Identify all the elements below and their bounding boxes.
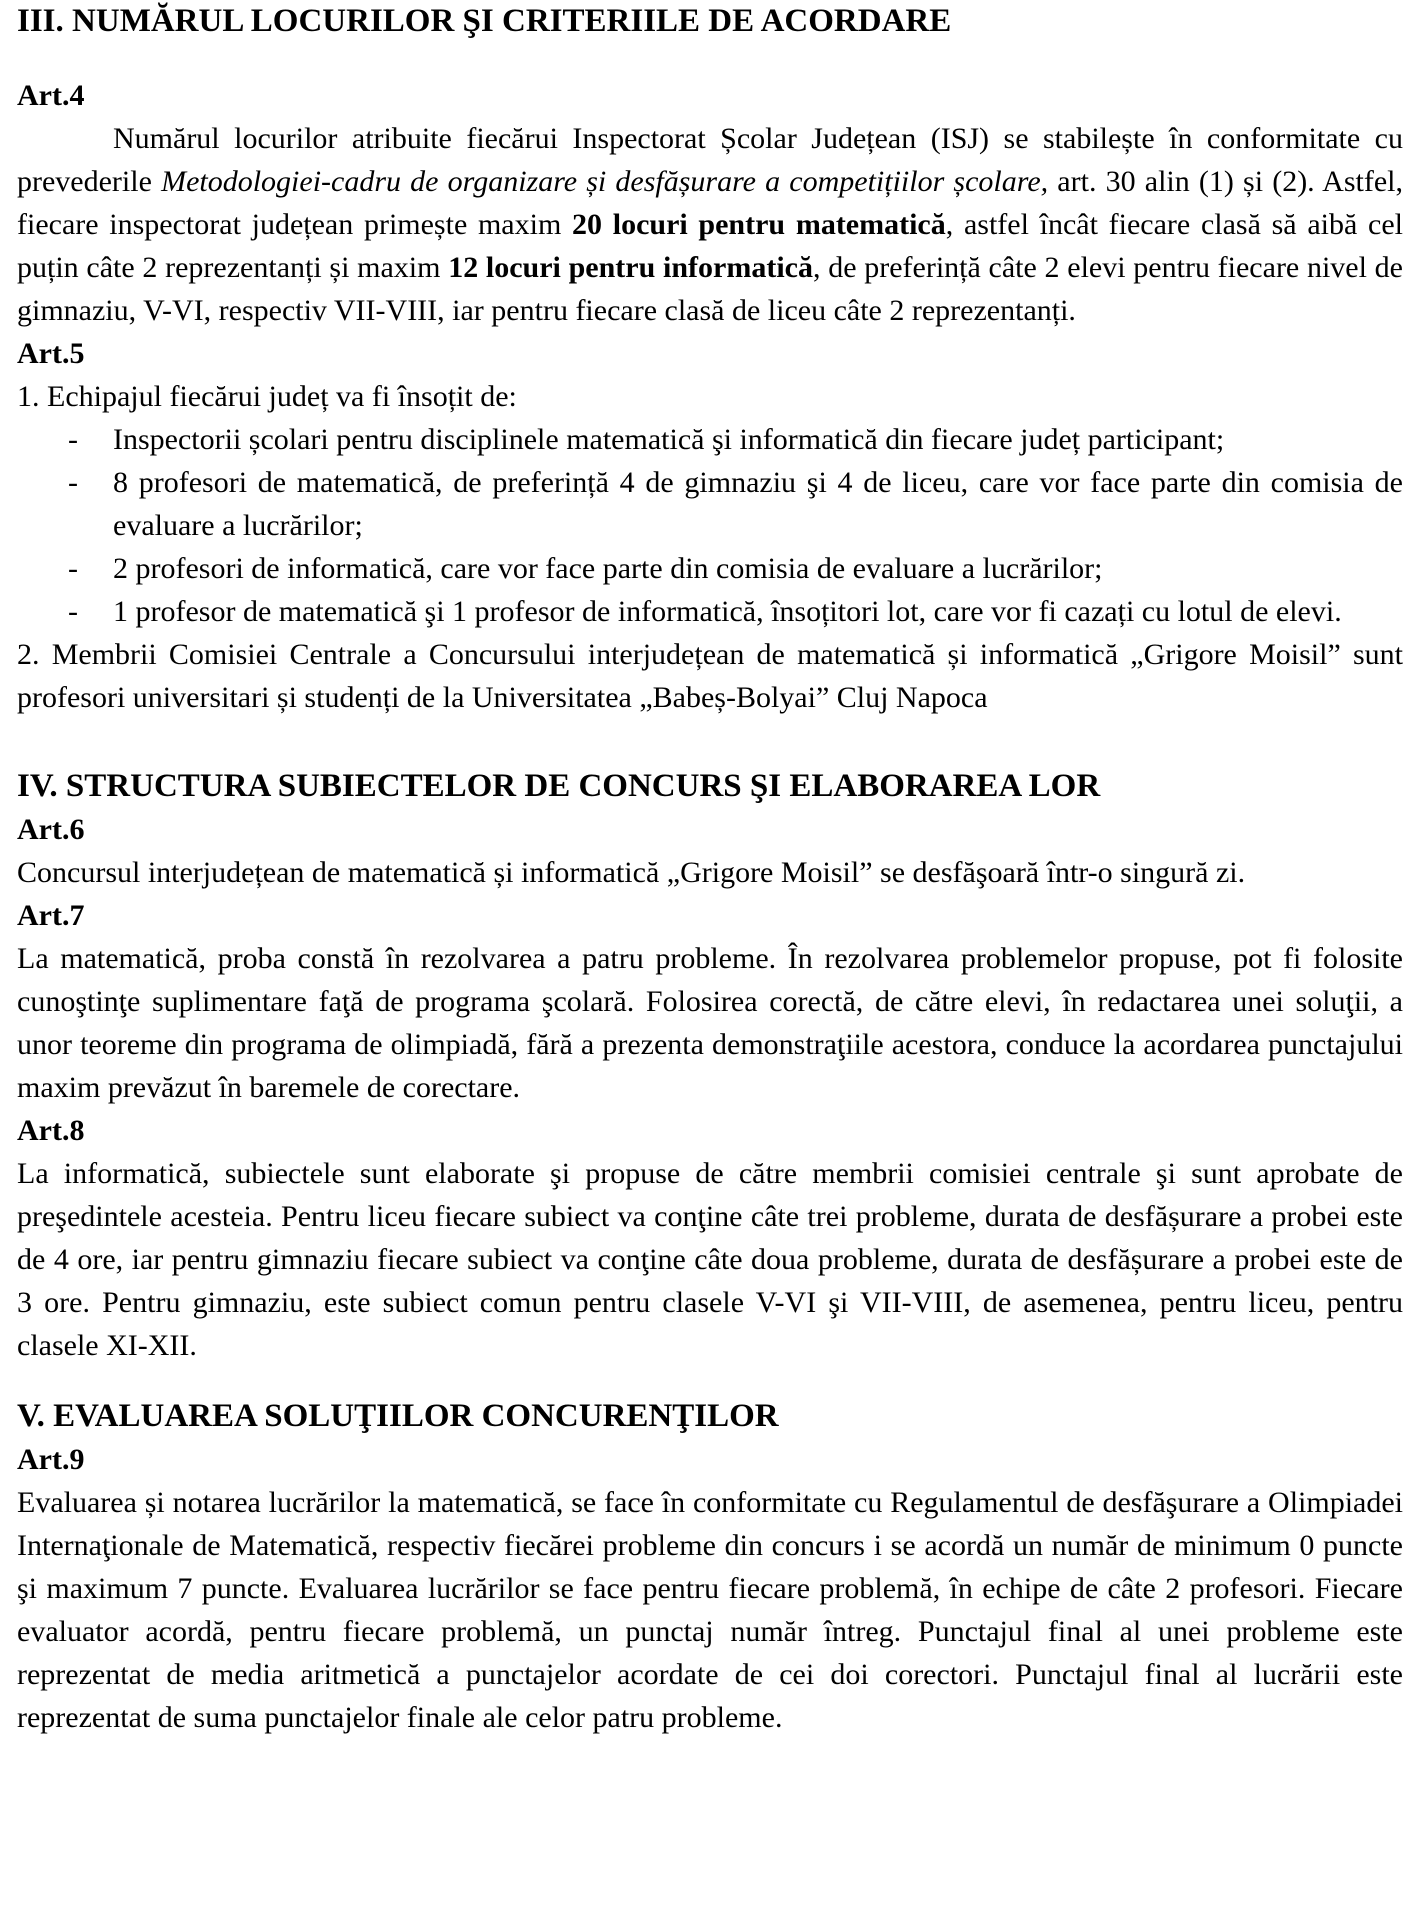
text-run: Evaluarea și notarea lucrărilor la matematică, se face în conformitate cu Regulamentul de desfăşurare a Olimpiadei Internaţionale de Matematică, respectiv fiecărei probleme din concurs i se acordă un număr de minimum 0 puncte şi maximum 7 puncte. Evaluarea lucrărilor se face pentru fiecare problemă, în echipe de câte 2 profesori. Fiecare evaluator acordă, pentru fiecare problemă, un punctaj număr întreg. Punctajul final al unei probleme este reprezentat de media aritmetică a punctajelor acordate de cei doi corectori. Punctajul final al lucrării este reprezentat de suma punctajelor finale ale celor patru probleme. bbox=[17, 1486, 1403, 1734]
list-item-text bbox=[113, 552, 1103, 585]
list-item bbox=[17, 590, 1403, 633]
label-art-4: Art.4 bbox=[17, 79, 85, 112]
heading-section-iv: IV. STRUCTURA SUBIECTELOR DE CONCURS ŞI ELABORAREA LOR bbox=[17, 768, 1101, 804]
text-run: 2. Membrii Comisiei Centrale a Concursului interjudețean de matematică și informatică „Grigore Moisil” sunt profesori universitari și studenți de la Universitatea „Babeș-Bolyai” Cluj Napoca bbox=[17, 638, 1403, 714]
list-item-text bbox=[113, 466, 1403, 542]
list-item bbox=[17, 418, 1403, 461]
text-run: , astfel încât fiecare clasă să aibă cel puțin câte 2 reprezentanți și maxim bbox=[17, 208, 1403, 284]
paragraph-art-8 bbox=[17, 1152, 1403, 1367]
text-run-bold: 20 locuri pentru matematică bbox=[572, 208, 946, 241]
list-item bbox=[17, 547, 1403, 590]
paragraph-art-5-item-2 bbox=[17, 633, 1403, 719]
text-run: 8 profesori de matematică, de preferință 4 de gimnaziu şi 4 de liceu, care vor face parte din comisia de evaluare a lucrărilor; bbox=[113, 466, 1403, 542]
text-run: 1 profesor de matematică şi 1 profesor de informatică, însoțitori lot, care vor fi cazați cu lotul de elevi. bbox=[113, 595, 1342, 628]
list-item-text bbox=[113, 423, 1224, 456]
paragraph-art-7 bbox=[17, 937, 1403, 1109]
text-run: Numărul locurilor atribuite fiecărui Inspectorat Școlar Județean (ISJ) se stabilește în conformitate cu prevederile bbox=[17, 122, 1403, 198]
text-run: art. 30 alin (1) și (2). Astfel, fiecare inspectorat județean primește maxim bbox=[17, 165, 1403, 241]
text-run-bold: 12 locuri pentru informatică bbox=[448, 251, 813, 284]
label-art-7: Art.7 bbox=[17, 899, 85, 932]
paragraph-art-4 bbox=[17, 117, 1403, 332]
heading-section-iii: III. NUMĂRUL LOCURILOR ŞI CRITERIILE DE ACORDARE bbox=[17, 3, 952, 39]
text-run: 1. Echipajul fiecărui județ va fi însoțit de: bbox=[17, 380, 517, 413]
list-item-text bbox=[113, 595, 1342, 628]
label-art-5: Art.5 bbox=[17, 337, 85, 370]
paragraph-art-9 bbox=[17, 1481, 1403, 1739]
label-art-9: Art.9 bbox=[17, 1443, 85, 1476]
hyphen-bullet-icon: - bbox=[68, 595, 78, 628]
paragraph-art-6 bbox=[17, 851, 1403, 894]
hyphen-bullet-icon: - bbox=[68, 423, 78, 456]
heading-section-v: V. EVALUAREA SOLUŢIILOR CONCURENŢILOR bbox=[17, 1398, 779, 1434]
hyphen-bullet-icon: - bbox=[68, 552, 78, 585]
label-art-8: Art.8 bbox=[17, 1114, 85, 1147]
list-art-5 bbox=[17, 418, 1403, 633]
list-item bbox=[17, 461, 1403, 547]
blank-line bbox=[17, 719, 1403, 765]
text-run: La informatică, subiectele sunt elaborate şi propuse de către membrii comisiei centrale şi sunt aprobate de preşedintele acesteia. Pentru liceu fiecare subiect va conţine câte trei probleme, durata de desfășurare a probei este de 4 ore, iar pentru gimnaziu fiecare subiect va conţine câte doua probleme, durata de desfășurare a probei este de 3 ore. Pentru gimnaziu, este subiect comun pentru clasele V-VI şi VII-VIII, de asemenea, pentru liceu, pentru clasele XI-XII. bbox=[17, 1157, 1403, 1362]
text-run: 2 profesori de informatică, care vor face parte din comisia de evaluare a lucrărilor; bbox=[113, 552, 1103, 585]
label-art-6: Art.6 bbox=[17, 813, 85, 846]
hyphen-bullet-icon: - bbox=[68, 466, 78, 499]
text-run: Inspectorii școlari pentru disciplinele matematică şi informatică din fiecare județ participant; bbox=[113, 423, 1225, 456]
text-run: La matematică, proba constă în rezolvarea a patru probleme. În rezolvarea problemelor propuse, pot fi folosite cunoştinţe suplimentare faţă de programa şcolară. Folosirea corectă, de către elevi, în redactarea unei soluţii, a unor teoreme din programa de olimpiadă, fără a prezenta demonstraţiile acestora, conduce la acordarea punctajului maxim prevăzut în baremele de corectare. bbox=[17, 942, 1403, 1104]
text-run: Concursul interjudețean de matematică și informatică „Grigore Moisil” se desfăşoară într-o singură zi. bbox=[17, 856, 1246, 889]
text-run: , de preferință câte 2 elevi pentru fiecare nivel de gimnaziu, V-VI, respectiv VII-VIII, iar pentru fiecare clasă de liceu câte 2 reprezentanți. bbox=[17, 251, 1403, 327]
blank-line bbox=[17, 43, 1403, 74]
blank-line bbox=[17, 1367, 1403, 1395]
paragraph-art-5-intro bbox=[17, 375, 1403, 418]
text-run-italic: Metodologiei-cadru de organizare și desfășurare a competițiilor școlare, bbox=[161, 165, 1049, 198]
